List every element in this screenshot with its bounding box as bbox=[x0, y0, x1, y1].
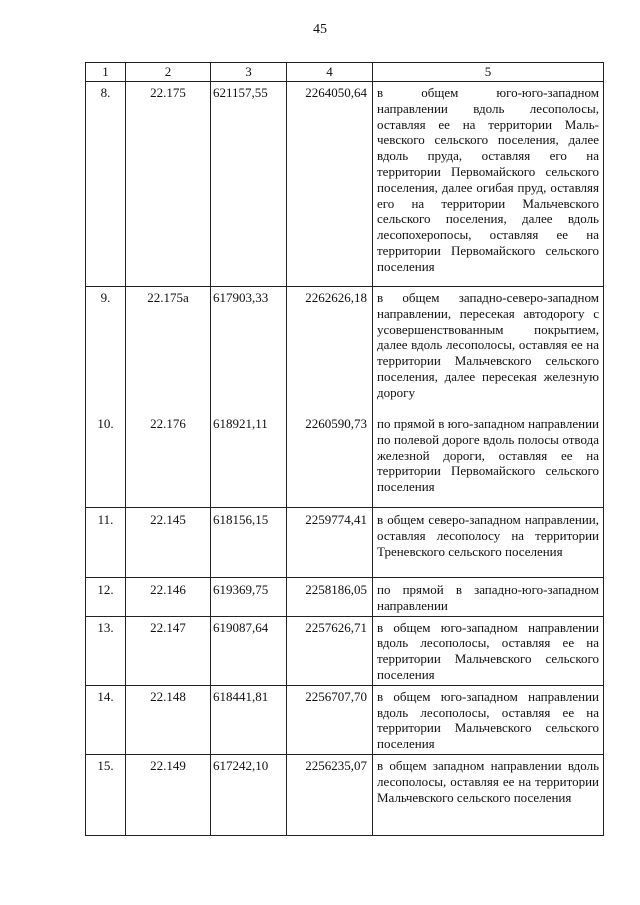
boundary-description: в общем юго-западном направлении вдоль лесополосы, оставляя ее на территории Мальчевского сельского поселения bbox=[373, 685, 604, 754]
table-row bbox=[86, 508, 604, 578]
boundary-description: в общем юго-западном направлении вдоль лесополосы, оставляя ее на территории Мальчевского сельского поселения bbox=[373, 616, 604, 685]
coord-y: 2264050,64 bbox=[287, 82, 373, 287]
header-col-1: 1 bbox=[86, 63, 126, 82]
boundary-description: по прямой в западно-юго-западном направлении bbox=[373, 578, 604, 617]
boundary-description: в общем юго-юго-западном направлении вдоль лесополосы, оставляя ее на территории Мальчевского сельского поселения, далее вдоль пруда, оставляя его на территории Первомайского сельского поселения, далее огибая пруд, оставляя его на территории Мальчевского сельского поселения, далее вдоль лесопохеропосы, оставляя ее на территории Первомайского сельского поселения bbox=[373, 82, 604, 287]
point-code: 22.175 bbox=[126, 82, 211, 287]
coord-x: 621157,55 bbox=[211, 82, 287, 287]
row-number: 13. bbox=[86, 616, 126, 685]
row-number: 9. bbox=[86, 287, 126, 411]
row-number: 14. bbox=[86, 685, 126, 754]
coord-y: 2258186,05 bbox=[287, 578, 373, 617]
point-code: 22.147 bbox=[126, 616, 211, 685]
table-row bbox=[86, 82, 604, 287]
coord-x: 619369,75 bbox=[211, 578, 287, 617]
header-col-4: 4 bbox=[287, 63, 373, 82]
table-header bbox=[86, 63, 604, 82]
page-number: 45 bbox=[313, 22, 327, 37]
point-code: 22.176 bbox=[126, 410, 211, 508]
table-row bbox=[86, 578, 604, 617]
table-row bbox=[86, 616, 604, 685]
header-col-2: 2 bbox=[126, 63, 211, 82]
boundary-description: по прямой в юго-западном направлении по полевой дороге вдоль полосы отвода железной дороги, оставляя ее на территории Первомайского сельского поселения bbox=[373, 410, 604, 508]
point-code: 22.148 bbox=[126, 685, 211, 754]
row-number: 10. bbox=[86, 410, 126, 508]
table-row bbox=[86, 685, 604, 754]
coord-y: 2259774,41 bbox=[287, 508, 373, 578]
point-code: 22.145 bbox=[126, 508, 211, 578]
table-row bbox=[86, 287, 604, 411]
coord-y: 2256707,70 bbox=[287, 685, 373, 754]
point-code: 22.149 bbox=[126, 754, 211, 835]
coord-x: 618441,81 bbox=[211, 685, 287, 754]
row-number: 15. bbox=[86, 754, 126, 835]
point-code: 22.175а bbox=[126, 287, 211, 411]
boundary-table bbox=[85, 62, 604, 836]
coord-x: 618156,15 bbox=[211, 508, 287, 578]
boundary-description: в общем западном направлении вдоль лесополосы, оставляя ее на территории Мальчевского сельского поселения bbox=[373, 754, 604, 835]
coord-x: 617242,10 bbox=[211, 754, 287, 835]
table-row bbox=[86, 754, 604, 835]
row-number: 12. bbox=[86, 578, 126, 617]
header-col-3: 3 bbox=[211, 63, 287, 82]
boundary-description: в общем северо-западном направлении, оставляя лесополосу на территории Треневского сельского поселения bbox=[373, 508, 604, 578]
header-col-5: 5 bbox=[373, 63, 604, 82]
coord-y: 2260590,73 bbox=[287, 410, 373, 508]
point-code: 22.146 bbox=[126, 578, 211, 617]
row-number: 11. bbox=[86, 508, 126, 578]
coord-y: 2262626,18 bbox=[287, 287, 373, 411]
table-row bbox=[86, 410, 604, 508]
boundary-description: в общем западно-северо-западном направлении, пересекая автодорогу с усовершенствованным покрытием, далее вдоль лесополосы, оставляя ее на территории Мальчевского сельского поселения, далее пересекая железную дорогу bbox=[373, 287, 604, 411]
coord-x: 618921,11 bbox=[211, 410, 287, 508]
coord-x: 619087,64 bbox=[211, 616, 287, 685]
coord-y: 2257626,71 bbox=[287, 616, 373, 685]
header-row bbox=[86, 63, 604, 82]
row-number: 8. bbox=[86, 82, 126, 287]
coord-y: 2256235,07 bbox=[287, 754, 373, 835]
coord-x: 617903,33 bbox=[211, 287, 287, 411]
